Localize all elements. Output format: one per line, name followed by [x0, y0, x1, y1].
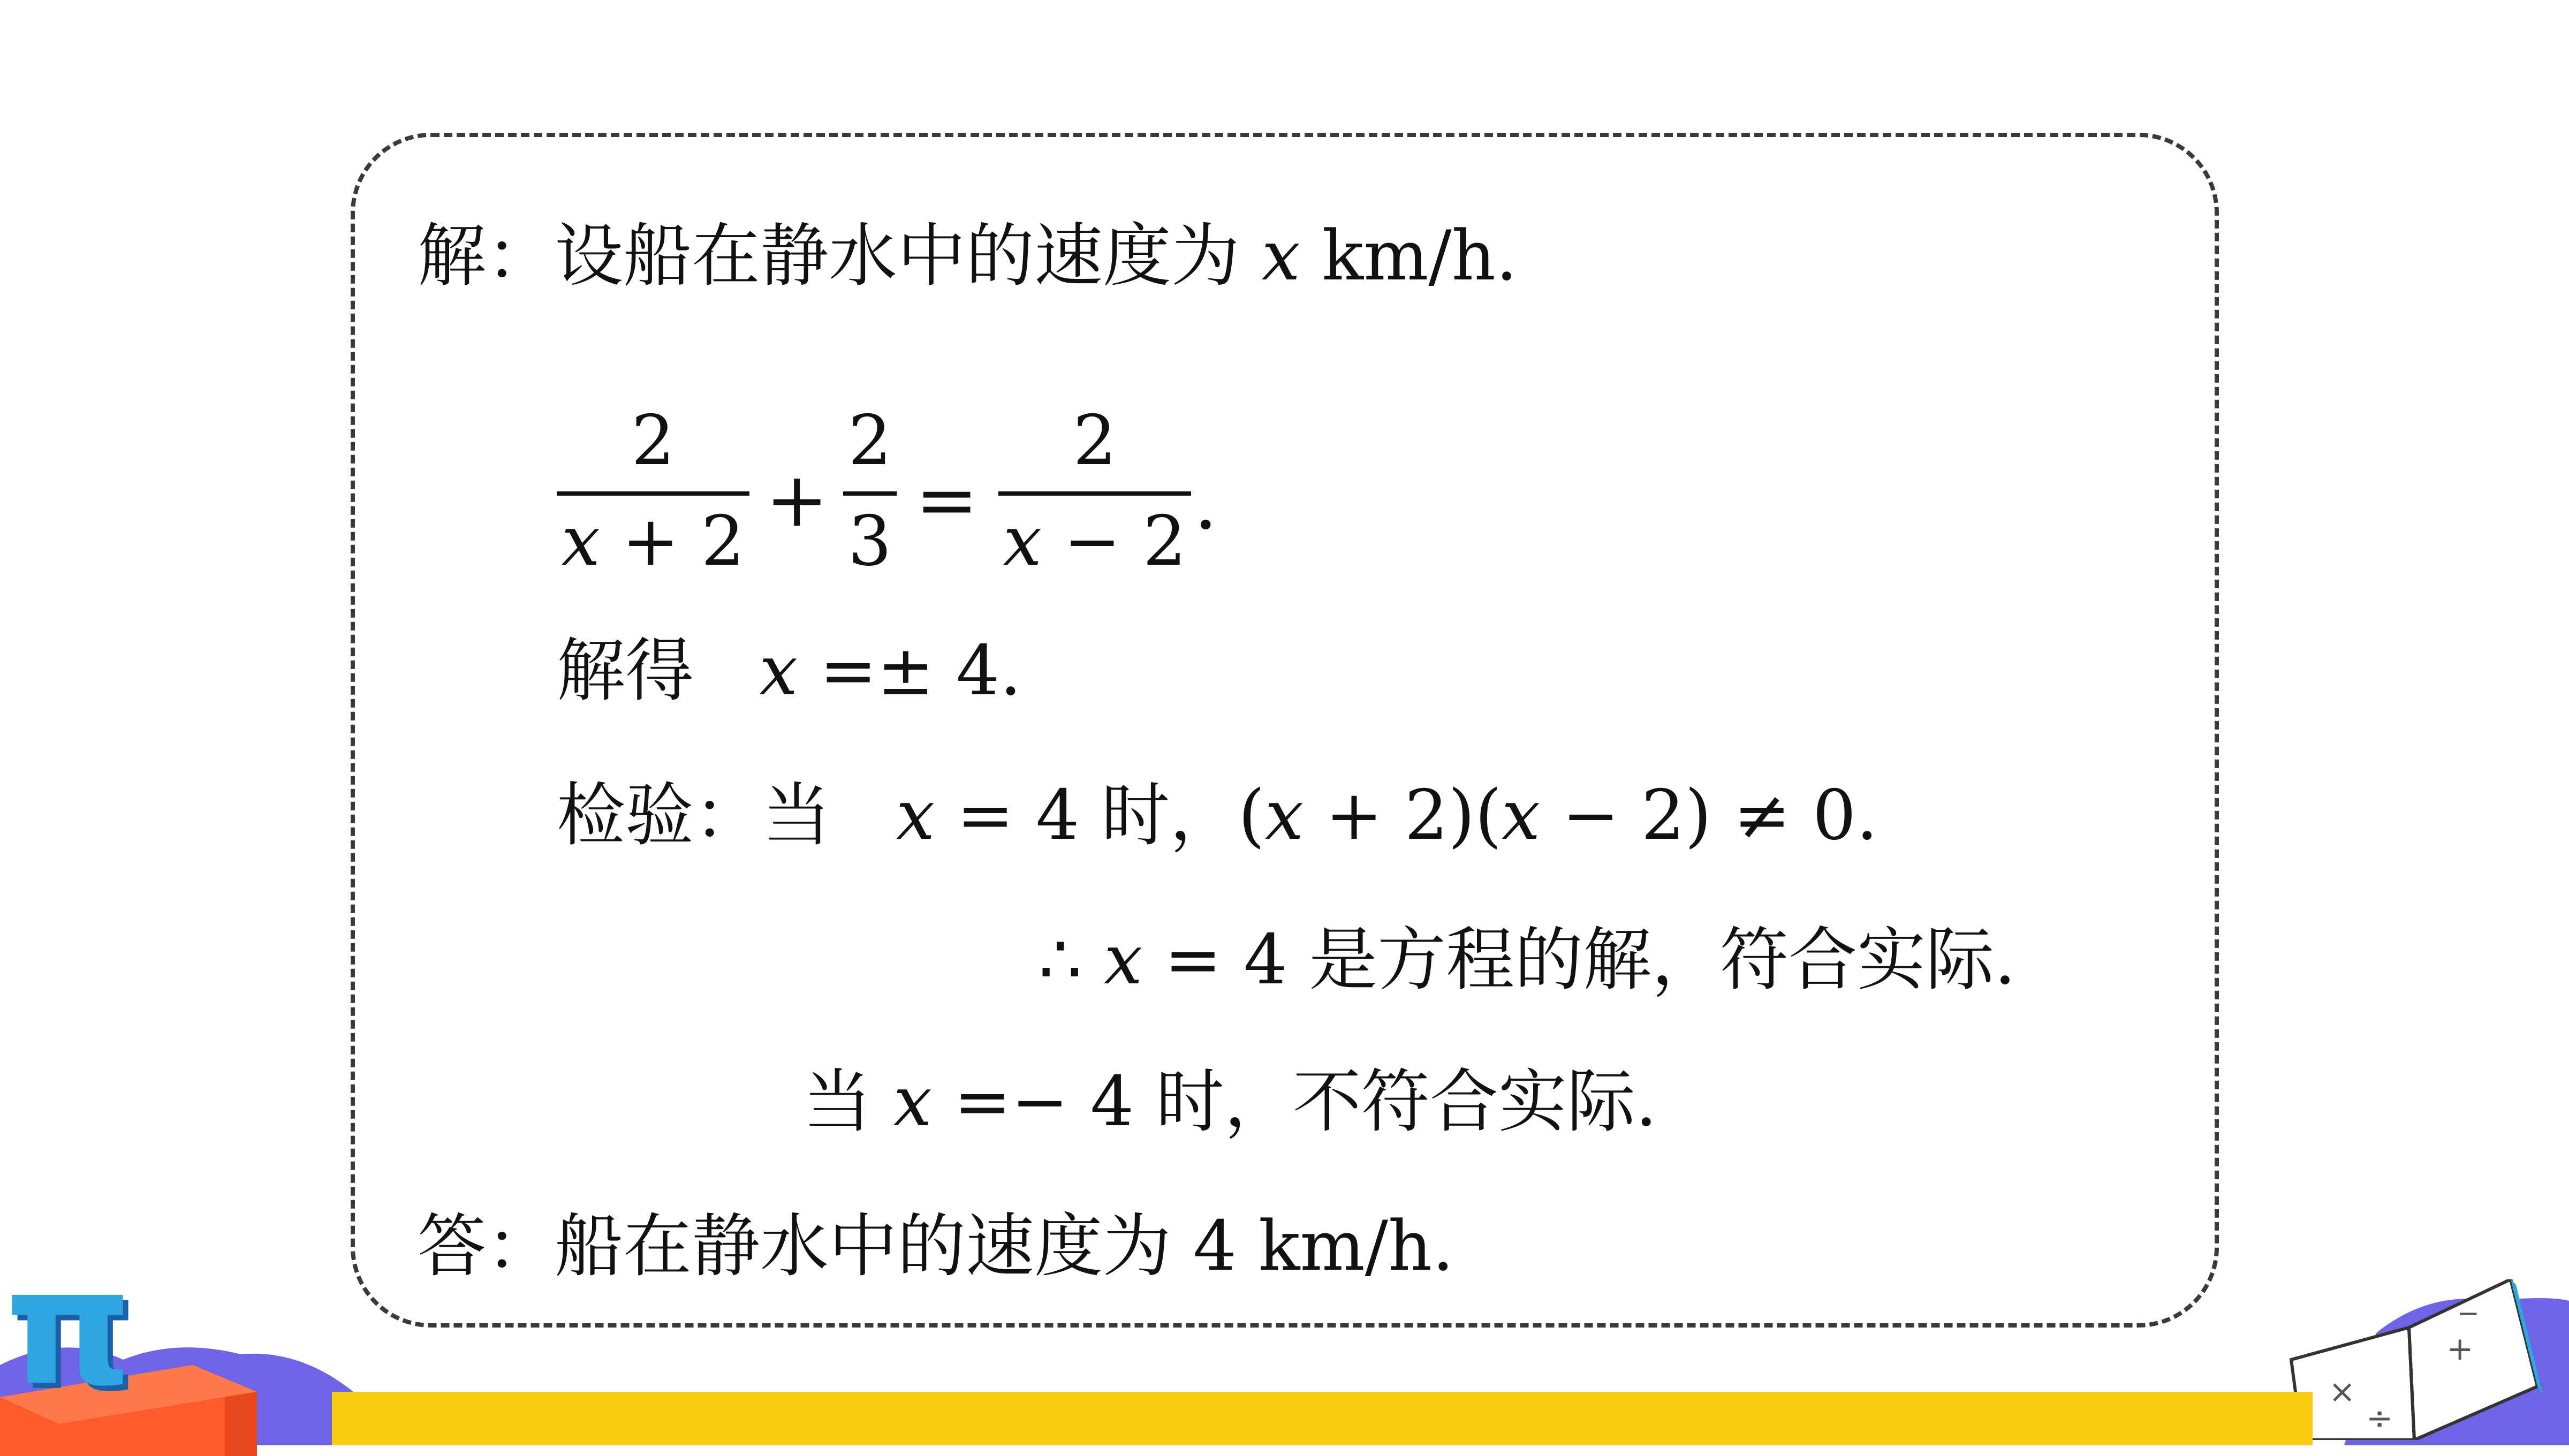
solve-variable: x [759, 631, 798, 711]
check-prefix: 检验：当 [557, 776, 831, 855]
fraction-3-numerator: 2 [1073, 401, 1117, 481]
footer-stripe-yellow [332, 1392, 2313, 1445]
fraction-1 [557, 401, 749, 581]
check-line: 检验：当 x = 4 时，(x + 2)(x − 2) ≠ 0. [557, 776, 1878, 855]
fraction-2-numerator: 2 [848, 401, 892, 481]
fraction-1-numerator: 2 [631, 401, 675, 481]
svg-text:×: × [2329, 1373, 2356, 1410]
open-book-icon [2286, 1279, 2543, 1440]
svg-text:÷: ÷ [2366, 1400, 2393, 1437]
fraction-2-bar [843, 491, 897, 496]
solution-card [351, 133, 2219, 1328]
intro-variable: x [1261, 216, 1300, 296]
fraction-2-denominator: 3 [848, 502, 892, 581]
fraction-1-denominator: x + 2 [561, 502, 745, 581]
intro-prefix: 解：设船在静水中的速度为 [418, 216, 1240, 296]
equation-period: . [1194, 459, 1218, 547]
fraction-3-bar [998, 491, 1191, 496]
answer-line: 答：船在静水中的速度为 4 km/h. [418, 1207, 1454, 1286]
fraction-2 [843, 401, 897, 581]
svg-text:−: − [2457, 1298, 2480, 1329]
svg-text:+: + [2446, 1330, 2474, 1368]
negative-line: 当 x =− 4 时，不符合实际. [803, 1062, 1657, 1142]
fraction-3 [998, 401, 1191, 581]
intro-unit: km/h. [1322, 216, 1518, 296]
fraction-3-denominator: x − 2 [1003, 502, 1187, 581]
pi-icon: π [5, 1234, 133, 1421]
plus-sign: + [766, 457, 829, 544]
fraction-1-bar [557, 491, 749, 496]
solve-result: =± 4. [819, 631, 1022, 711]
solve-line [557, 631, 1022, 711]
therefore-symbol: ∴ [1039, 920, 1082, 1000]
therefore-line: ∴ x = 4 是方程的解，符合实际. [1039, 920, 2016, 1000]
equals-sign: = [915, 457, 979, 544]
intro-line [418, 216, 1518, 296]
solve-prefix: 解得 [557, 631, 694, 711]
